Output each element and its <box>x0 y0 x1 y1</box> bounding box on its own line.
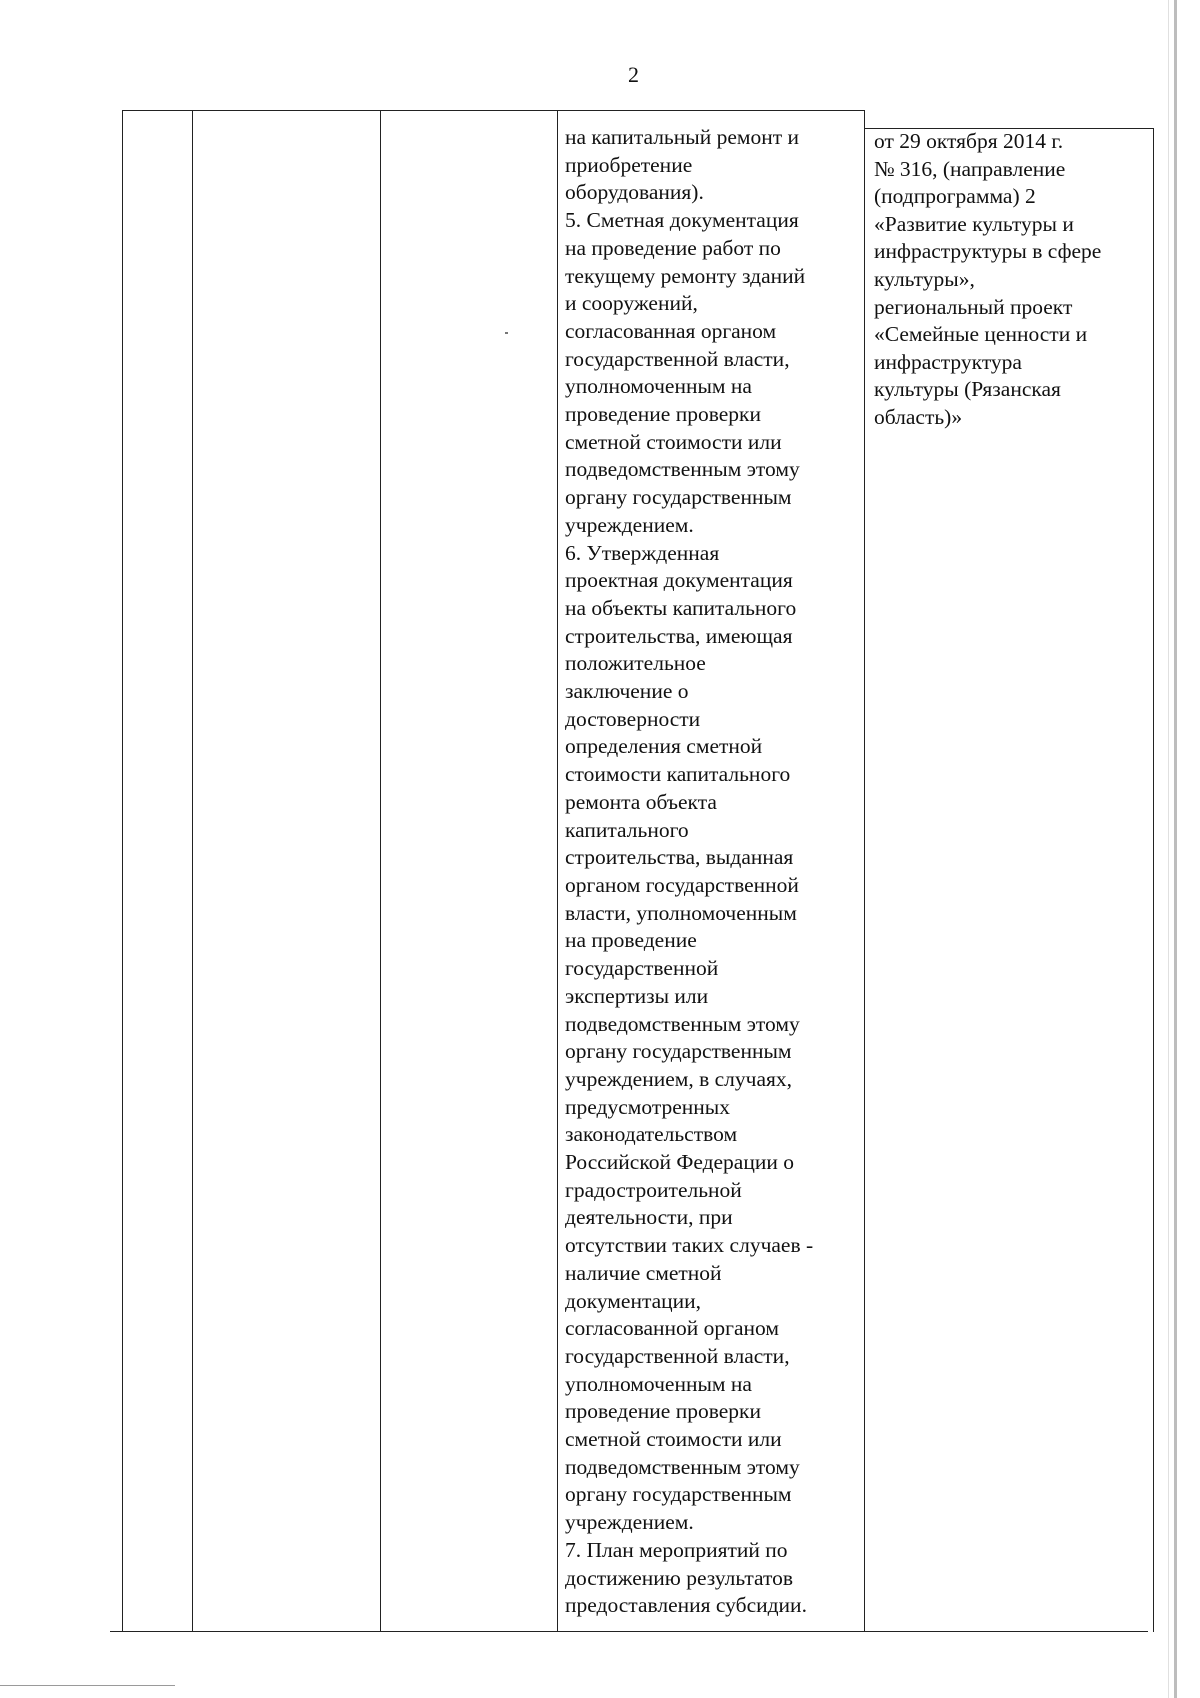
col1-left-border <box>122 110 123 1632</box>
table-bottom-border <box>110 1631 1148 1632</box>
scan-mark <box>0 1685 175 1686</box>
table-cell-documents-list: на капитальный ремонт и приобретение оборудования). 5. Сметная документация на проведение работ по текущему ремонту зданий и сооружений, согласованная органом государственной власти, уполномоченным на проведение проверки сметной стоимости или подведомственным этому органу государственным учреждением. 6. Утвержденная проектная документация на объекты капитального строительства, имеющая положительное заключение о достоверности определения сметной стоимости капитального ремонта объекта капитального строительства, выданная органом государственной власти, уполномоченным на проведение государственной экспертизы или подведомственным этому органу государственным учреждением, в случаях, предусмотренных законодательством Российской Федерации о градостроительной деятельности, при отсутствии таких случаев - наличие сметной документации, согласованной органом государственной власти, уполномоченным на проведение проверки сметной стоимости или подведомственным этому органу государственным учреждением. 7. План мероприятий по достижению результатов предоставления субсидии. <box>565 125 814 1618</box>
page-number: 2 <box>628 62 639 87</box>
col1-right-border <box>192 110 193 1632</box>
col2-right-border <box>380 110 381 1632</box>
table-cell-program-reference: от 29 октября 2014 г. № 316, (направление (подпрограмма) 2 «Развитие культуры и инфраструктуры в сфере культуры», региональный проект «Семейные ценности и инфраструктура культуры (Рязанская область)» <box>874 129 1102 429</box>
scan-speck <box>505 332 508 334</box>
table-top-border <box>122 110 864 111</box>
col3-right-border <box>557 110 558 1632</box>
scan-edge-shadow <box>1174 0 1177 1698</box>
scan-edge-line <box>1168 0 1169 1698</box>
